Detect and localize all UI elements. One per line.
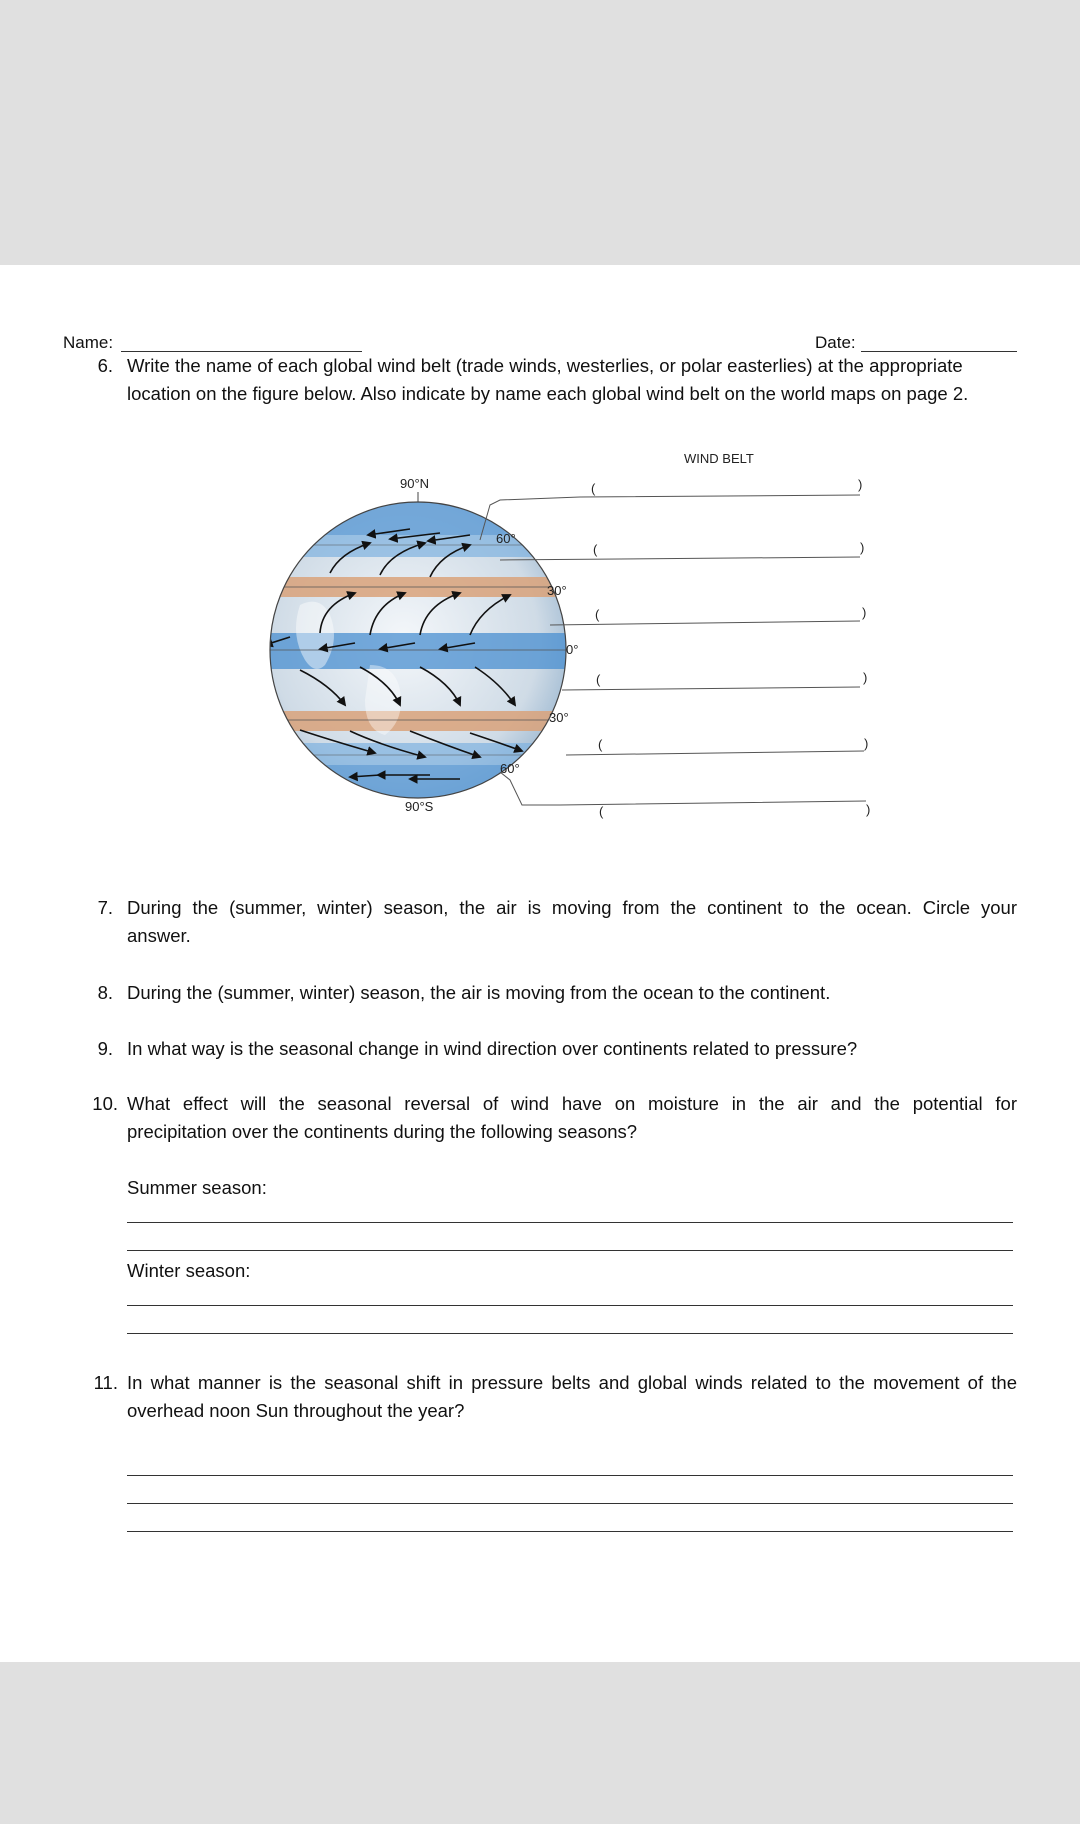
paren-open-1: (	[591, 481, 596, 496]
globe	[260, 495, 580, 815]
q11-answer-line-3[interactable]	[127, 1531, 1013, 1532]
winter-answer-line-2[interactable]	[127, 1333, 1013, 1334]
paren-open-4: (	[596, 672, 601, 687]
question-11-line-1: In what manner is the seasonal shift in pressure belts and global winds related to the movement of the	[127, 1372, 1017, 1393]
summer-answer-line-2[interactable]	[127, 1250, 1013, 1251]
question-8-number: 8.	[97, 982, 113, 1003]
lat-label-0: 0°	[566, 642, 579, 657]
wind-belt-figure	[260, 435, 900, 835]
question-10-number: 10.	[92, 1093, 118, 1114]
winter-season-label: Winter season:	[127, 1260, 251, 1281]
paren-open-3: (	[595, 607, 600, 622]
paren-close-4: )	[863, 670, 868, 685]
question-11-number: 11.	[93, 1372, 118, 1393]
question-10-line-2: precipitation over the continents during the following seasons?	[127, 1121, 638, 1142]
lat-label-90s: 90°S	[405, 799, 434, 814]
paren-close-6: )	[866, 802, 871, 817]
paren-open-5: (	[598, 737, 603, 752]
wind-belt-title: WIND BELT	[684, 451, 754, 466]
lat-label-90n: 90°N	[400, 476, 430, 491]
question-6-number: 6.	[97, 355, 113, 376]
question-7-line-2: answer.	[127, 925, 191, 946]
paren-open-6: (	[599, 804, 604, 819]
answer-parens	[591, 477, 870, 819]
paren-close-5: )	[864, 736, 869, 751]
question-6-line-2: location on the figure below. Also indicate by name each global wind belt on the world maps on page 2.	[127, 383, 969, 404]
summer-season-label: Summer season:	[127, 1177, 267, 1198]
paren-close-3: )	[862, 605, 867, 620]
paren-close-2: )	[860, 540, 865, 555]
paren-close-1: )	[858, 477, 863, 492]
summer-answer-line-1[interactable]	[127, 1222, 1013, 1223]
name-label: Name:	[63, 333, 114, 352]
lat-label-30n: 30°	[547, 583, 567, 598]
question-9-line-1: In what way is the seasonal change in wind direction over continents related to pressure?	[127, 1038, 858, 1059]
winter-answer-line-1[interactable]	[127, 1305, 1013, 1306]
lat-label-60s: 60°	[500, 761, 520, 776]
question-7-number: 7.	[97, 897, 113, 918]
lat-label-60n: 60°	[496, 531, 516, 546]
q11-answer-line-2[interactable]	[127, 1503, 1013, 1504]
question-7-line-1: During the (summer, winter) season, the air is moving from the continent to the ocean. Circle your	[127, 897, 1017, 918]
q11-answer-line-1[interactable]	[127, 1475, 1013, 1476]
question-6-line-1: Write the name of each global wind belt (trade winds, westerlies, or polar easterlies) at the appropriate	[127, 355, 963, 376]
question-11-line-2: overhead noon Sun throughout the year?	[127, 1400, 465, 1421]
question-10-line-1: What effect will the seasonal reversal of wind have on moisture in the air and the potential for	[127, 1093, 1017, 1114]
question-9-number: 9.	[97, 1038, 113, 1059]
paren-open-2: (	[593, 542, 598, 557]
lat-label-30s: 30°	[549, 710, 569, 725]
question-8-line-1: During the (summer, winter) season, the air is moving from the ocean to the continent.	[127, 982, 831, 1003]
date-label: Date:	[815, 333, 856, 352]
worksheet-page	[0, 265, 1080, 1662]
